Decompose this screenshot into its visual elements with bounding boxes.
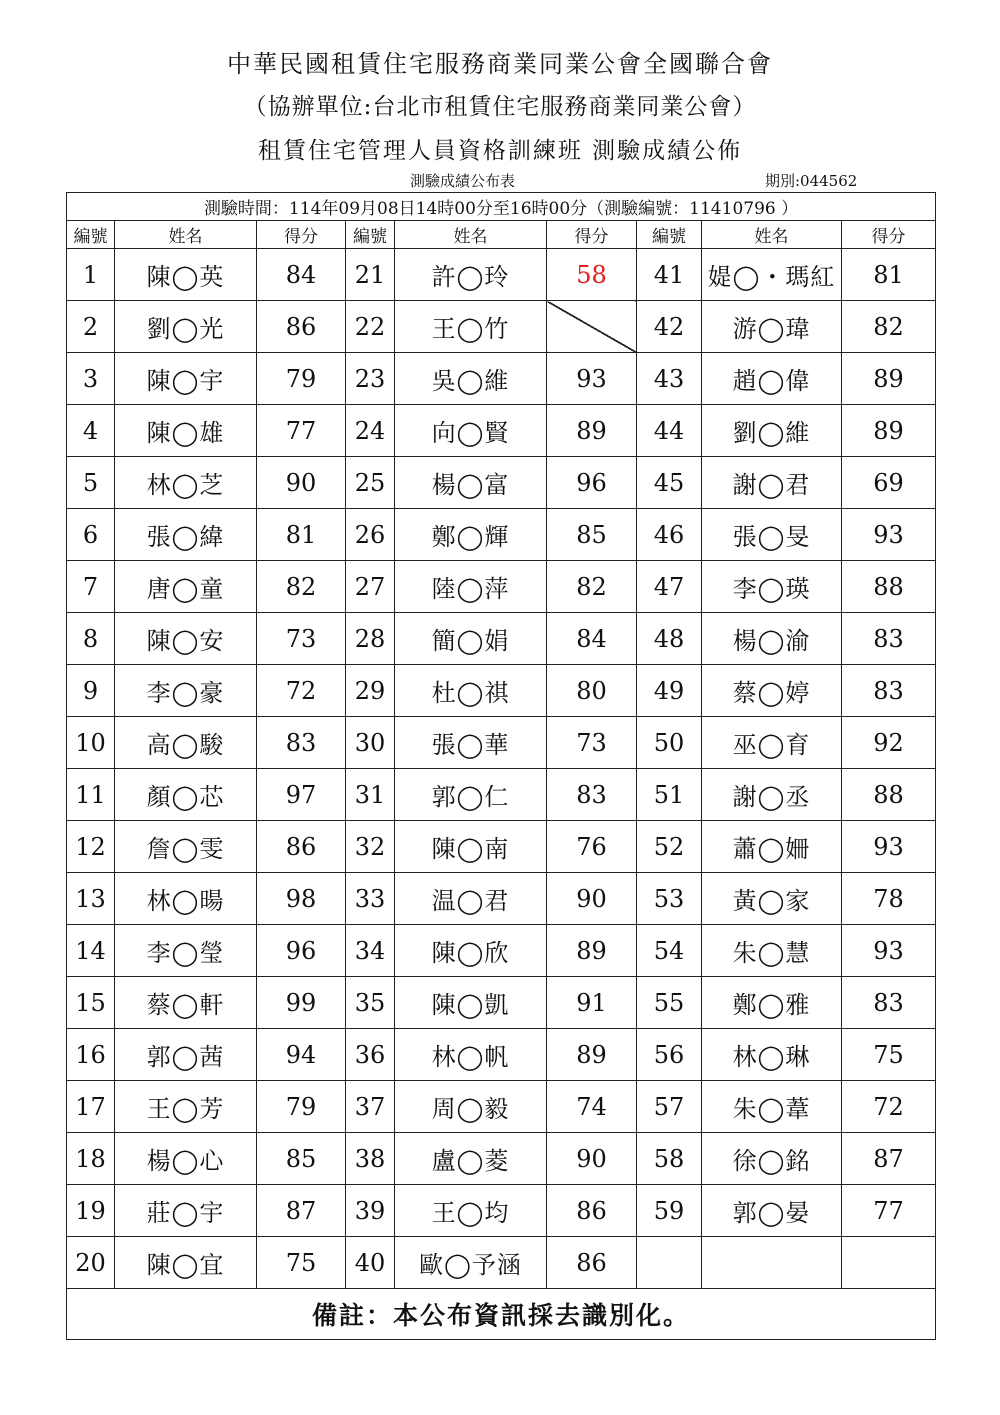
cell-name: 媞◯・瑪紅 <box>702 249 842 301</box>
cell-score: 83 <box>842 977 936 1029</box>
cell-id: 7 <box>67 561 115 613</box>
cell-name: 朱◯葦 <box>702 1081 842 1133</box>
table-row <box>67 353 936 405</box>
cell-score: 92 <box>842 717 936 769</box>
table-row <box>67 249 936 301</box>
cell-id: 5 <box>67 457 115 509</box>
cell-id: 1 <box>67 249 115 301</box>
cell-score: 77 <box>257 405 346 457</box>
cell-name: 唐◯童 <box>115 561 257 613</box>
cell-id: 37 <box>346 1081 395 1133</box>
table-row <box>67 509 936 561</box>
cell-score: 72 <box>257 665 346 717</box>
cell-score: 89 <box>547 925 637 977</box>
cell-id: 49 <box>637 665 702 717</box>
cell-name: 朱◯慧 <box>702 925 842 977</box>
cell-id: 26 <box>346 509 395 561</box>
cell-name: 莊◯宇 <box>115 1185 257 1237</box>
cell-score: 89 <box>547 405 637 457</box>
cell-score: 86 <box>547 1185 637 1237</box>
cell-name: 林◯暘 <box>115 873 257 925</box>
table-row <box>67 301 936 353</box>
cell-score: 93 <box>842 821 936 873</box>
cell-name: 陳◯南 <box>395 821 547 873</box>
column-header-score: 得分 <box>842 221 936 249</box>
cell-score: 80 <box>547 665 637 717</box>
cell-name: 謝◯君 <box>702 457 842 509</box>
cell-score: 85 <box>257 1133 346 1185</box>
score-table <box>66 192 936 1340</box>
cell-id: 25 <box>346 457 395 509</box>
cell-score <box>842 1237 936 1289</box>
cell-score: 90 <box>257 457 346 509</box>
cell-id: 4 <box>67 405 115 457</box>
cell-id: 8 <box>67 613 115 665</box>
table-row <box>67 613 936 665</box>
cell-name: 向◯賢 <box>395 405 547 457</box>
cell-name: 鄭◯雅 <box>702 977 842 1029</box>
table-row <box>67 717 936 769</box>
cell-id: 40 <box>346 1237 395 1289</box>
cell-id: 42 <box>637 301 702 353</box>
cell-score: 85 <box>547 509 637 561</box>
column-header-score: 得分 <box>547 221 637 249</box>
cell-score: 87 <box>257 1185 346 1237</box>
cell-score: 86 <box>257 301 346 353</box>
cell-id: 16 <box>67 1029 115 1081</box>
cell-name: 徐◯銘 <box>702 1133 842 1185</box>
header-row <box>67 221 936 249</box>
column-header-id: 編號 <box>346 221 395 249</box>
cell-name: 王◯均 <box>395 1185 547 1237</box>
cell-score: 82 <box>547 561 637 613</box>
cell-name: 顏◯芯 <box>115 769 257 821</box>
cell-score: 88 <box>842 561 936 613</box>
column-header-score: 得分 <box>257 221 346 249</box>
cell-score: 79 <box>257 1081 346 1133</box>
table-row <box>67 977 936 1029</box>
cell-id: 51 <box>637 769 702 821</box>
table-row <box>67 1081 936 1133</box>
cell-name: 林◯琳 <box>702 1029 842 1081</box>
exam-info: 測驗時間：114年09月08日14時00分至16時00分（測驗編號：11410796 ） <box>67 193 936 221</box>
cell-score: 96 <box>547 457 637 509</box>
cell-score: 74 <box>547 1081 637 1133</box>
cell-score: 96 <box>257 925 346 977</box>
cell-score: 89 <box>842 353 936 405</box>
cell-score: 89 <box>547 1029 637 1081</box>
cell-score: 93 <box>547 353 637 405</box>
cell-name: 陳◯安 <box>115 613 257 665</box>
cell-name: 陳◯雄 <box>115 405 257 457</box>
column-header-name: 姓名 <box>702 221 842 249</box>
cell-id: 32 <box>346 821 395 873</box>
cell-id: 27 <box>346 561 395 613</box>
table-row <box>67 925 936 977</box>
cell-id: 53 <box>637 873 702 925</box>
cell-name: 蔡◯軒 <box>115 977 257 1029</box>
cell-id: 41 <box>637 249 702 301</box>
table-row <box>67 1133 936 1185</box>
cell-name: 詹◯雯 <box>115 821 257 873</box>
period-label: 期別:044562 <box>765 172 858 190</box>
cell-name: 李◯瑩 <box>115 925 257 977</box>
column-header-id: 編號 <box>637 221 702 249</box>
cell-score: 93 <box>842 925 936 977</box>
cell-id: 3 <box>67 353 115 405</box>
table-row <box>67 873 936 925</box>
cell-score: 77 <box>842 1185 936 1237</box>
co-organizer: （協辦單位:台北市租賃住宅服務商業同業公會） <box>243 94 757 120</box>
cell-id: 46 <box>637 509 702 561</box>
cell-id: 29 <box>346 665 395 717</box>
cell-score: 84 <box>547 613 637 665</box>
cell-id <box>637 1237 702 1289</box>
cell-name: 楊◯渝 <box>702 613 842 665</box>
cell-name: 陳◯英 <box>115 249 257 301</box>
cell-id: 34 <box>346 925 395 977</box>
cell-score: 58 <box>547 249 637 301</box>
cell-id: 48 <box>637 613 702 665</box>
remark-note: 備註：本公布資訊採去識別化。 <box>67 1289 936 1340</box>
cell-id: 57 <box>637 1081 702 1133</box>
cell-score: 84 <box>257 249 346 301</box>
cell-score: 91 <box>547 977 637 1029</box>
cell-id: 36 <box>346 1029 395 1081</box>
cell-id: 39 <box>346 1185 395 1237</box>
cell-score: 97 <box>257 769 346 821</box>
cell-id: 45 <box>637 457 702 509</box>
cell-id: 20 <box>67 1237 115 1289</box>
cell-score: 83 <box>257 717 346 769</box>
page-subtitle: 租賃住宅管理人員資格訓練班 測驗成績公佈 <box>257 138 743 164</box>
cell-score: 73 <box>257 613 346 665</box>
cell-name: 謝◯丞 <box>702 769 842 821</box>
cell-id: 50 <box>637 717 702 769</box>
cell-id: 9 <box>67 665 115 717</box>
cell-name: 陸◯萍 <box>395 561 547 613</box>
cell-name: 李◯瑛 <box>702 561 842 613</box>
column-header-id: 編號 <box>67 221 115 249</box>
cell-score: 76 <box>547 821 637 873</box>
cell-id: 12 <box>67 821 115 873</box>
cell-name: 巫◯育 <box>702 717 842 769</box>
cell-id: 33 <box>346 873 395 925</box>
cell-name: 簡◯娟 <box>395 613 547 665</box>
cell-name: 蔡◯婷 <box>702 665 842 717</box>
cell-id: 11 <box>67 769 115 821</box>
table-row <box>67 1185 936 1237</box>
cell-name: 王◯竹 <box>395 301 547 353</box>
cell-name: 劉◯光 <box>115 301 257 353</box>
cell-name: 周◯毅 <box>395 1081 547 1133</box>
cell-score: 88 <box>842 769 936 821</box>
cell-score: 82 <box>257 561 346 613</box>
cell-name: 盧◯菱 <box>395 1133 547 1185</box>
cell-score: 73 <box>547 717 637 769</box>
table-row <box>67 665 936 717</box>
cell-id: 10 <box>67 717 115 769</box>
cell-id: 47 <box>637 561 702 613</box>
cell-score: 99 <box>257 977 346 1029</box>
cell-name: 許◯玲 <box>395 249 547 301</box>
cell-score: 90 <box>547 1133 637 1185</box>
cell-name: 蕭◯姍 <box>702 821 842 873</box>
table-row <box>67 561 936 613</box>
cell-id: 17 <box>67 1081 115 1133</box>
cell-name: 高◯駿 <box>115 717 257 769</box>
cell-name: 黃◯家 <box>702 873 842 925</box>
cell-name: 林◯帆 <box>395 1029 547 1081</box>
cell-id: 59 <box>637 1185 702 1237</box>
cell-score: 82 <box>842 301 936 353</box>
cell-score: 75 <box>842 1029 936 1081</box>
cell-id: 43 <box>637 353 702 405</box>
cell-score: 86 <box>257 821 346 873</box>
cell-id: 56 <box>637 1029 702 1081</box>
cell-id: 2 <box>67 301 115 353</box>
table-row <box>67 821 936 873</box>
cell-name: 郭◯晏 <box>702 1185 842 1237</box>
table-caption: 測驗成績公布表 <box>410 172 516 190</box>
cell-score: 75 <box>257 1237 346 1289</box>
cell-name: 林◯芝 <box>115 457 257 509</box>
cell-id: 55 <box>637 977 702 1029</box>
table-row <box>67 769 936 821</box>
cell-score: 79 <box>257 353 346 405</box>
cell-name <box>702 1237 842 1289</box>
cell-name: 鄭◯輝 <box>395 509 547 561</box>
cell-name: 劉◯維 <box>702 405 842 457</box>
column-header-name: 姓名 <box>395 221 547 249</box>
cell-id: 23 <box>346 353 395 405</box>
cell-name: 張◯華 <box>395 717 547 769</box>
cell-id: 14 <box>67 925 115 977</box>
cell-score <box>547 301 637 353</box>
cell-name: 郭◯茜 <box>115 1029 257 1081</box>
cell-id: 6 <box>67 509 115 561</box>
cell-name: 陳◯宇 <box>115 353 257 405</box>
cell-name: 陳◯欣 <box>395 925 547 977</box>
table-row <box>67 457 936 509</box>
cell-name: 李◯豪 <box>115 665 257 717</box>
cell-name: 郭◯仁 <box>395 769 547 821</box>
cell-score: 81 <box>257 509 346 561</box>
cell-name: 陳◯宜 <box>115 1237 257 1289</box>
cell-name: 王◯芳 <box>115 1081 257 1133</box>
table-row <box>67 1237 936 1289</box>
cell-score: 94 <box>257 1029 346 1081</box>
cell-id: 52 <box>637 821 702 873</box>
cell-score: 69 <box>842 457 936 509</box>
cell-score: 83 <box>842 665 936 717</box>
cell-id: 18 <box>67 1133 115 1185</box>
cell-score: 86 <box>547 1237 637 1289</box>
cell-score: 83 <box>547 769 637 821</box>
cell-score: 81 <box>842 249 936 301</box>
cell-name: 張◯緯 <box>115 509 257 561</box>
cell-score: 93 <box>842 509 936 561</box>
cell-name: 楊◯富 <box>395 457 547 509</box>
cell-score: 89 <box>842 405 936 457</box>
cell-id: 15 <box>67 977 115 1029</box>
page-title: 中華民國租賃住宅服務商業同業公會全國聯合會 <box>227 50 773 78</box>
cell-name: 趙◯偉 <box>702 353 842 405</box>
cell-name: 歐◯予涵 <box>395 1237 547 1289</box>
cell-name: 温◯君 <box>395 873 547 925</box>
cell-score: 78 <box>842 873 936 925</box>
cell-id: 30 <box>346 717 395 769</box>
cell-name: 杜◯祺 <box>395 665 547 717</box>
cell-score: 83 <box>842 613 936 665</box>
cell-id: 22 <box>346 301 395 353</box>
column-header-name: 姓名 <box>115 221 257 249</box>
cell-id: 28 <box>346 613 395 665</box>
cell-id: 38 <box>346 1133 395 1185</box>
table-row <box>67 1029 936 1081</box>
cell-id: 19 <box>67 1185 115 1237</box>
cell-id: 58 <box>637 1133 702 1185</box>
cell-name: 陳◯凱 <box>395 977 547 1029</box>
cell-score: 90 <box>547 873 637 925</box>
cell-id: 54 <box>637 925 702 977</box>
cell-name: 游◯瑋 <box>702 301 842 353</box>
cell-id: 31 <box>346 769 395 821</box>
cell-score: 98 <box>257 873 346 925</box>
cell-name: 張◯旻 <box>702 509 842 561</box>
table-row <box>67 405 936 457</box>
cell-id: 35 <box>346 977 395 1029</box>
cell-id: 13 <box>67 873 115 925</box>
cell-id: 44 <box>637 405 702 457</box>
cell-score: 72 <box>842 1081 936 1133</box>
cell-id: 21 <box>346 249 395 301</box>
cell-name: 吳◯維 <box>395 353 547 405</box>
cell-name: 楊◯心 <box>115 1133 257 1185</box>
cell-score: 87 <box>842 1133 936 1185</box>
cell-id: 24 <box>346 405 395 457</box>
